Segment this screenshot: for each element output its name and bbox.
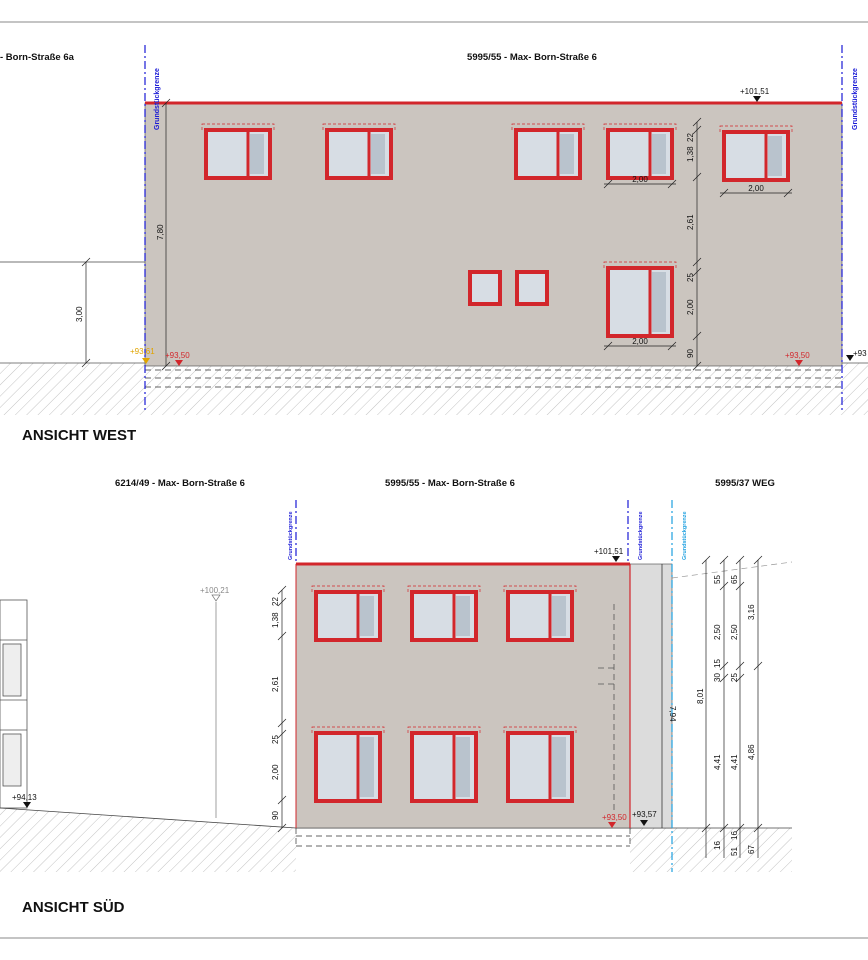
sued-boundary-label-left: Grundstückgrenze <box>288 511 294 560</box>
sued-dim-r-316: 3,16 <box>747 604 756 620</box>
sued-elev-neighbor: +100,21 <box>200 586 230 595</box>
sued-dim-r-67: 67 <box>747 845 756 854</box>
sued-window-4 <box>312 727 384 801</box>
sued-dim-138: 1,38 <box>271 612 280 628</box>
sued-dim-r-250b: 2,50 <box>730 624 739 640</box>
west-ground-hatch <box>0 363 868 415</box>
sued-foundation <box>296 828 630 846</box>
west-dim-261: 2,61 <box>686 214 695 230</box>
sued-dim-r-16b: 16 <box>730 831 739 840</box>
sued-neighbor-building <box>0 600 27 808</box>
sued-ground-hatch-right <box>630 828 792 872</box>
west-window-5 <box>720 126 792 180</box>
west-small-window-1 <box>470 272 500 304</box>
section-title-west: ANSICHT WEST <box>22 427 137 444</box>
sued-left-label: 6214/49 - Max- Born-Straße 6 <box>115 478 245 489</box>
west-dim-200: 2,00 <box>686 299 695 315</box>
west-elev-top: +101,51 <box>740 87 770 96</box>
sued-dim-r-16a: 16 <box>713 841 722 850</box>
sued-dim-r-486: 4,86 <box>747 744 756 760</box>
west-dim-25: 25 <box>686 273 695 282</box>
sued-plot-label: 5995/55 - Max- Born-Straße 6 <box>385 478 515 489</box>
sued-elev-ground-right: +93,57 <box>632 810 657 819</box>
sued-dim-total: 8,01 <box>696 688 705 704</box>
sued-dim-r-51: 51 <box>730 847 739 856</box>
west-dim-neighbor-text: 3,00 <box>75 306 84 322</box>
west-boundary-label-right: Grundstückgrenze <box>852 68 859 130</box>
section-title-sued: ANSICHT SÜD <box>22 899 125 916</box>
west-elev-top-marker <box>753 96 761 102</box>
sued-boundary-label-right: Grundstückgrenze <box>682 511 688 560</box>
sued-window-3 <box>504 586 576 640</box>
west-window-4 <box>604 124 676 178</box>
sued-dim-261: 2,61 <box>271 676 280 692</box>
sued-elev-neighbor-marker <box>212 595 220 601</box>
sued-dim-chain-right <box>702 556 762 858</box>
sued-window-6 <box>504 727 576 801</box>
elevation-sued <box>0 478 792 872</box>
sued-dim-r-250a: 2,50 <box>713 624 722 640</box>
west-plot-label: 5995/55 - Max- Born-Straße 6 <box>467 52 597 63</box>
west-window-3 <box>512 124 584 178</box>
sued-dim-r-65: 65 <box>730 575 739 584</box>
sued-dim-90: 90 <box>271 811 280 820</box>
west-elev-edge-marker <box>846 355 854 361</box>
sued-dim-r-441a: 4,41 <box>713 754 722 770</box>
west-window-2 <box>323 124 395 178</box>
west-dim-138: 1,38 <box>686 146 695 162</box>
sued-dim-r-30: 30 <box>713 673 722 682</box>
west-elev-edge-right: +93 <box>853 349 867 358</box>
west-neighbor-label: - Born-Straße 6a <box>0 52 74 63</box>
sued-window-1 <box>312 586 384 640</box>
sued-side-wing <box>630 564 672 828</box>
sued-dim-25: 25 <box>271 735 280 744</box>
sued-dim-r-441b: 4,41 <box>730 754 739 770</box>
west-dim-22: 22 <box>686 133 695 142</box>
west-elev-floor-left: +93,50 <box>165 351 190 360</box>
west-small-window-2 <box>517 272 547 304</box>
west-window-6 <box>604 262 676 336</box>
sued-dim-200: 2,00 <box>271 764 280 780</box>
sued-dim-r-55: 55 <box>713 575 722 584</box>
sued-elev-ground-left: +94,13 <box>12 793 37 802</box>
west-boundary-label-left: Grundstückgrenze <box>154 68 161 130</box>
west-window-1 <box>202 124 274 178</box>
sued-window-2 <box>408 586 480 640</box>
west-win-width-1: 2,00 <box>632 175 648 184</box>
sued-dim-r-15: 15 <box>713 659 722 668</box>
sued-dim-side-text: 7,94 <box>668 706 677 722</box>
west-elev-ground-left: +93,61 <box>130 347 155 356</box>
sued-elev-floor: +93,50 <box>602 813 627 822</box>
sued-elev-top: +101,51 <box>594 547 624 556</box>
sued-right-label: 5995/37 WEG <box>715 478 775 489</box>
west-win-width-3: 2,00 <box>632 337 648 346</box>
west-elev-floor-right: +93,50 <box>785 351 810 360</box>
sued-dim-22: 22 <box>271 597 280 606</box>
west-win-width-2: 2,00 <box>748 184 764 193</box>
sued-elev-top-marker <box>612 556 620 562</box>
west-dim-90: 90 <box>686 349 695 358</box>
sued-window-5 <box>408 727 480 801</box>
west-dim-height-text: 7,80 <box>156 224 165 240</box>
sued-dim-r-25: 25 <box>730 673 739 682</box>
sued-boundary-label-mid: Grundstückgrenze <box>638 511 644 560</box>
elevation-west <box>0 45 868 415</box>
